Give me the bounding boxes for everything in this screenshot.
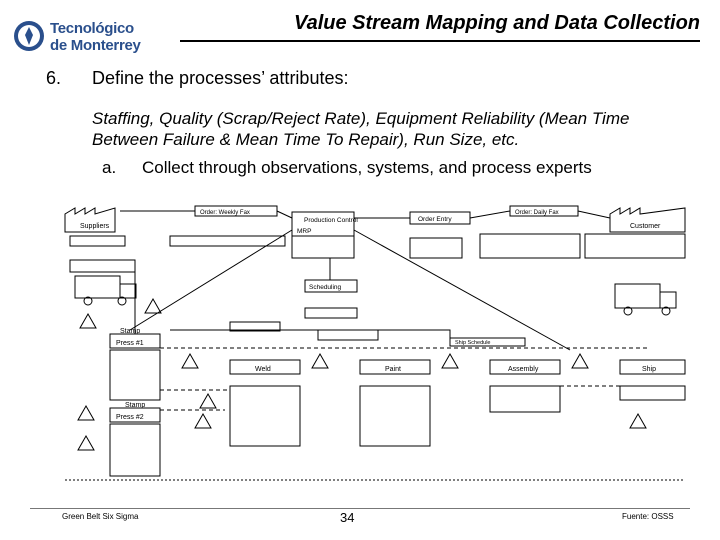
weld-label: Weld xyxy=(255,366,271,373)
item-description: Staffing, Quality (Scrap/Reject Rate), Equipment Reliability (Mean Time Between Failure & Mean Time To Repair), Run Size, etc. xyxy=(92,109,630,149)
tec-logo xyxy=(12,16,172,60)
page-number: 34 xyxy=(340,510,355,525)
footer-source: Fuente: OSSS xyxy=(622,512,674,521)
title-underline xyxy=(180,40,700,42)
press2-label: Press #2 xyxy=(116,414,144,421)
paint-label: Paint xyxy=(385,366,401,373)
order-weekly-fax-label: Order: Weekly Fax xyxy=(200,210,250,216)
ship-schedule-label: Ship Schedule xyxy=(455,340,491,346)
sub-item-letter: a. xyxy=(102,158,117,177)
scheduling-label: Scheduling xyxy=(309,284,342,291)
production-control-label: Production Control xyxy=(304,217,358,224)
sub-item-text: Collect through observations, systems, and process experts xyxy=(142,158,592,177)
order-entry-label: Order Entry xyxy=(418,216,452,223)
mrp-label: MRP xyxy=(297,228,312,235)
ship-label: Ship xyxy=(642,366,657,373)
stamp2-label: Stamp xyxy=(125,402,146,409)
logo-line2: de Monterrey xyxy=(50,37,141,54)
item-heading: Define the processes’ attributes: xyxy=(92,68,349,88)
vsm-drawing xyxy=(60,200,690,485)
value-stream-map xyxy=(60,200,690,485)
assembly-label: Assembly xyxy=(508,366,539,373)
slide-title: Value Stream Mapping and Data Collection xyxy=(294,12,700,34)
order-daily-fax-label: Order: Daily Fax xyxy=(515,210,559,216)
logo-wordmark xyxy=(50,20,141,54)
item-number: 6. xyxy=(46,68,62,88)
logo-line1: Tecnológico xyxy=(50,20,134,37)
suppliers-label: Suppliers xyxy=(80,223,110,230)
footer-rule xyxy=(30,508,690,509)
customer-label: Customer xyxy=(630,223,661,230)
stamp-label: Stamp xyxy=(120,328,141,335)
seal-icon xyxy=(12,16,46,56)
press1-label: Press #1 xyxy=(116,340,144,347)
footer-course: Green Belt Six Sigma xyxy=(62,512,139,521)
